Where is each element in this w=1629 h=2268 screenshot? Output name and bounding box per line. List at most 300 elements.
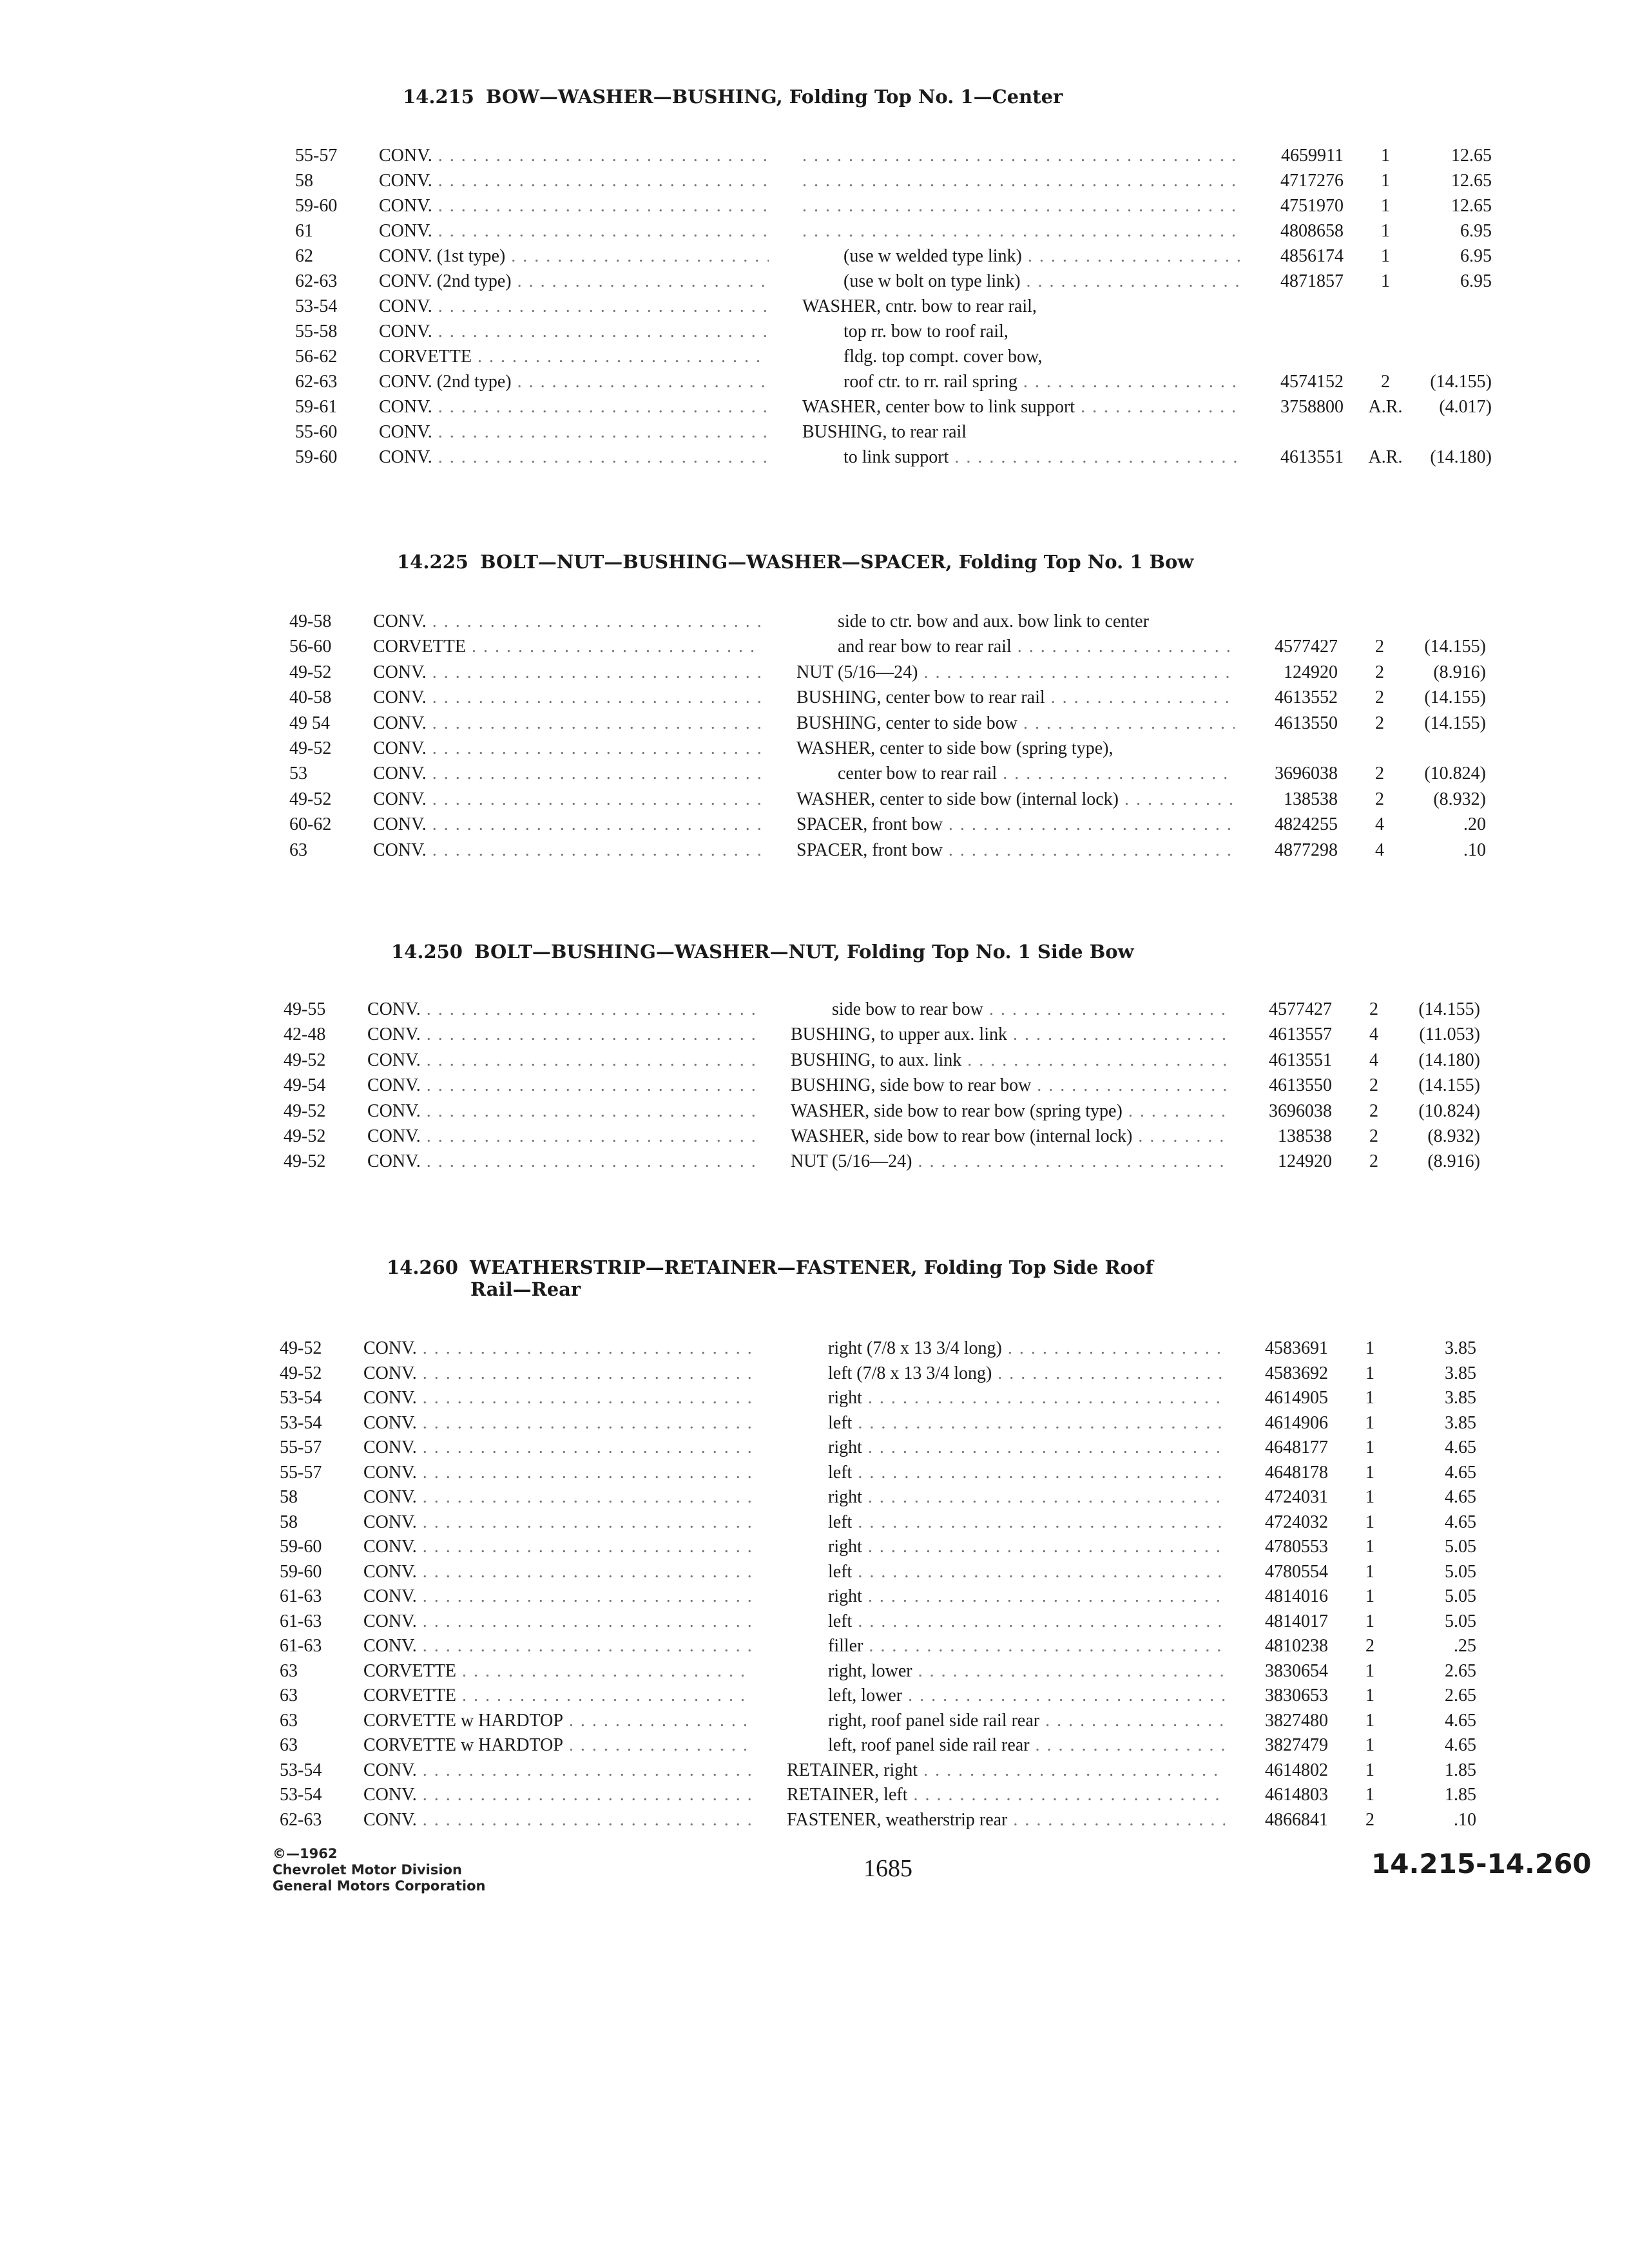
price: (11.053) <box>1419 1024 1480 1044</box>
quantity: 2 <box>1375 764 1384 783</box>
price: 1.85 <box>1445 1785 1476 1805</box>
quantity: 4 <box>1369 1024 1378 1044</box>
body-model: CONV. . . . <box>373 711 763 736</box>
part-row <box>0 1584 1629 1610</box>
model-years: 53-54 <box>280 1785 322 1805</box>
model-years: 53-54 <box>280 1760 322 1780</box>
quantity: 1 <box>1381 246 1390 266</box>
page-number: 1685 <box>863 1855 912 1882</box>
part-description: right . . . <box>828 1584 1225 1610</box>
part-number: 138538 <box>1284 789 1338 809</box>
model-years: 63 <box>280 1711 298 1731</box>
model-years: 61-63 <box>280 1586 322 1606</box>
part-description: FASTENER, weatherstrip rear . . . <box>787 1807 1225 1833</box>
part-number: 3830654 <box>1265 1661 1328 1681</box>
model-years: 62 <box>295 246 313 266</box>
part-description: NUT (5/16—24) . . . <box>791 1149 1229 1175</box>
part-description: left . . . <box>828 1609 1225 1635</box>
part-number: 4614906 <box>1265 1413 1328 1433</box>
price: (8.916) <box>1433 662 1486 682</box>
division: Chevrolet Motor Division <box>273 1862 462 1878</box>
price: 5.05 <box>1445 1562 1476 1582</box>
part-description: right, roof panel side rail rear . . . <box>828 1708 1225 1734</box>
section-title-text: WEATHERSTRIP—RETAINER—FASTENER, Folding Top Side Roof <box>470 1256 1153 1278</box>
part-row <box>0 1758 1629 1783</box>
part-row <box>0 369 1629 395</box>
quantity: 1 <box>1365 1388 1374 1408</box>
body-model: CONV. . . . <box>363 1807 753 1833</box>
quantity: 1 <box>1365 1661 1374 1681</box>
price: (14.155) <box>1424 713 1486 733</box>
part-row <box>0 1807 1629 1833</box>
part-description: WASHER, cntr. bow to rear rail, <box>802 296 1037 316</box>
part-row <box>0 1683 1629 1709</box>
model-years: 49-52 <box>289 738 332 758</box>
model-years: 49-52 <box>289 789 332 809</box>
part-number: 4613552 <box>1275 687 1338 707</box>
part-description: right . . . <box>828 1435 1225 1461</box>
model-years: 55-57 <box>295 146 338 166</box>
price: (4.017) <box>1439 397 1492 417</box>
price: 3.85 <box>1445 1338 1476 1358</box>
model-years: 58 <box>280 1487 298 1507</box>
body-model: CONV. . . . <box>379 294 769 320</box>
quantity: 2 <box>1365 1810 1374 1830</box>
price: 5.05 <box>1445 1586 1476 1606</box>
body-model: CONV. . . . <box>373 787 763 812</box>
price: (8.932) <box>1433 789 1486 809</box>
part-description: roof ctr. to rr. rail spring . . . <box>843 369 1240 395</box>
price: (14.155) <box>1418 999 1480 1019</box>
model-years: 49 54 <box>289 713 330 733</box>
quantity: 1 <box>1381 171 1390 191</box>
price: 4.65 <box>1445 1487 1476 1507</box>
price: 4.65 <box>1445 1711 1476 1731</box>
part-description: (use w welded type link) . . . <box>843 244 1240 269</box>
model-years: 61-63 <box>280 1611 322 1631</box>
model-years: 55-57 <box>280 1463 322 1483</box>
part-description: BUSHING, to rear rail <box>802 422 967 442</box>
model-years: 53-54 <box>280 1388 322 1408</box>
model-years: 55-58 <box>295 322 338 341</box>
body-model: CONV. (2nd type) . . . <box>379 369 769 395</box>
part-number: 4717276 <box>1280 171 1344 191</box>
part-row <box>0 711 1629 736</box>
part-row <box>0 609 1629 635</box>
part-number: 4648177 <box>1265 1437 1328 1457</box>
body-model: CORVETTE . . . <box>379 344 769 370</box>
part-description: to link support . . . <box>843 445 1240 470</box>
part-row <box>0 1658 1629 1684</box>
body-model: CONV. . . . <box>367 1099 757 1124</box>
part-row <box>0 1410 1629 1436</box>
part-row <box>0 736 1629 762</box>
model-years: 49-52 <box>284 1126 326 1146</box>
body-model: CONV. . . . <box>367 1022 757 1048</box>
price: .25 <box>1454 1636 1476 1656</box>
part-description: (use w bolt on type link) . . . <box>843 269 1240 294</box>
part-number: 3827480 <box>1265 1711 1328 1731</box>
quantity: 1 <box>1365 1437 1374 1457</box>
model-years: 56-62 <box>295 347 338 367</box>
body-model: CONV. . . . <box>367 997 757 1023</box>
section-number: 14.260 <box>387 1256 458 1278</box>
part-row <box>0 344 1629 370</box>
body-model: CORVETTE . . . <box>363 1683 753 1709</box>
price: 6.95 <box>1460 221 1492 241</box>
model-years: 63 <box>289 840 307 860</box>
price: 4.65 <box>1445 1437 1476 1457</box>
part-number: 4614803 <box>1265 1785 1328 1805</box>
part-description: side bow to rear bow . . . <box>832 997 1229 1023</box>
quantity: 2 <box>1369 1126 1378 1146</box>
part-number: 3827479 <box>1265 1735 1328 1755</box>
part-number: 3696038 <box>1275 764 1338 783</box>
price: .10 <box>1463 840 1486 860</box>
part-row <box>0 1124 1629 1149</box>
part-number: 4724031 <box>1265 1487 1328 1507</box>
body-model: CONV. . . . <box>367 1073 757 1099</box>
part-number: 4577427 <box>1275 637 1338 657</box>
quantity: 2 <box>1375 637 1384 657</box>
part-row <box>0 319 1629 345</box>
price: 4.65 <box>1445 1463 1476 1483</box>
price: (10.824) <box>1424 764 1486 783</box>
body-model: CONV. . . . <box>363 1410 753 1436</box>
body-model: CONV. . . . <box>373 761 763 787</box>
section-title <box>403 86 1063 108</box>
part-number: 4648178 <box>1265 1463 1328 1483</box>
part-row <box>0 787 1629 812</box>
part-row <box>0 143 1629 169</box>
quantity: 4 <box>1369 1050 1378 1070</box>
quantity: 2 <box>1369 1075 1378 1095</box>
part-row <box>0 445 1629 470</box>
quantity: 2 <box>1375 713 1384 733</box>
price: 1.85 <box>1445 1760 1476 1780</box>
quantity: 4 <box>1375 840 1384 860</box>
price: (14.180) <box>1418 1050 1480 1070</box>
part-description: center bow to rear rail . . . <box>838 761 1235 787</box>
part-description: left . . . <box>828 1460 1225 1486</box>
model-years: 58 <box>295 171 313 191</box>
part-row <box>0 634 1629 660</box>
quantity: A.R. <box>1368 397 1403 417</box>
part-row <box>0 1559 1629 1585</box>
price: 12.65 <box>1451 171 1492 191</box>
body-model: CONV. . . . <box>363 1609 753 1635</box>
part-row <box>0 812 1629 838</box>
part-row <box>0 685 1629 711</box>
model-years: 49-55 <box>284 999 326 1019</box>
body-model: CONV. . . . <box>363 1758 753 1783</box>
model-years: 56-60 <box>289 637 332 657</box>
publisher-block <box>273 1846 485 1894</box>
quantity: 1 <box>1381 146 1390 166</box>
part-row <box>0 1733 1629 1758</box>
price: 3.85 <box>1445 1363 1476 1383</box>
part-description: WASHER, side bow to rear bow (spring type) . . . <box>791 1099 1229 1124</box>
part-row <box>0 1609 1629 1635</box>
model-years: 49-52 <box>280 1338 322 1358</box>
part-number: 3696038 <box>1269 1101 1332 1121</box>
quantity: 1 <box>1365 1338 1374 1358</box>
quantity: 2 <box>1375 687 1384 707</box>
model-years: 53-54 <box>295 296 338 316</box>
copyright: ©—1962 <box>273 1846 338 1861</box>
part-description: right . . . <box>828 1385 1225 1411</box>
price: (8.916) <box>1427 1151 1480 1171</box>
part-row <box>0 660 1629 686</box>
part-row <box>0 294 1629 320</box>
body-model: CONV. . . . <box>363 1361 753 1387</box>
part-number: 4866841 <box>1265 1810 1328 1830</box>
quantity: 1 <box>1365 1413 1374 1433</box>
quantity: 1 <box>1365 1760 1374 1780</box>
body-model: CONV. . . . <box>367 1048 757 1073</box>
section-number: 14.225 <box>397 551 468 573</box>
part-number: 4724032 <box>1265 1512 1328 1532</box>
section-title <box>391 941 1134 963</box>
section-title-line <box>387 1278 1153 1300</box>
part-row <box>0 1149 1629 1175</box>
part-number: 124920 <box>1284 662 1338 682</box>
model-years: 61 <box>295 221 313 241</box>
body-model: CONV. . . . <box>373 838 763 863</box>
part-number: 138538 <box>1278 1126 1332 1146</box>
model-years: 49-54 <box>284 1075 326 1095</box>
part-row <box>0 419 1629 445</box>
section-title-line <box>397 551 1193 573</box>
model-years: 59-61 <box>295 397 338 417</box>
model-years: 59-60 <box>295 196 338 216</box>
quantity: 1 <box>1365 1463 1374 1483</box>
part-description: left . . . <box>828 1559 1225 1585</box>
part-row <box>0 1361 1629 1387</box>
part-description <box>802 193 1240 219</box>
quantity: 1 <box>1365 1487 1374 1507</box>
part-description: left (7/8 x 13 3/4 long) . . . <box>828 1361 1225 1387</box>
quantity: 1 <box>1381 196 1390 216</box>
body-model: CONV. . . . <box>363 1584 753 1610</box>
model-years: 59-60 <box>280 1562 322 1582</box>
part-description: filler . . . <box>828 1633 1225 1659</box>
part-description: BUSHING, side bow to rear bow . . . <box>791 1073 1229 1099</box>
model-years: 63 <box>280 1735 298 1755</box>
body-model: CONV. . . . <box>363 1510 753 1535</box>
quantity: 2 <box>1381 372 1390 392</box>
body-model: CONV. (2nd type) . . . <box>379 269 769 294</box>
price: 4.65 <box>1445 1735 1476 1755</box>
part-row <box>0 1485 1629 1510</box>
quantity: 1 <box>1365 1735 1374 1755</box>
quantity: 2 <box>1375 662 1384 682</box>
part-row <box>0 1633 1629 1659</box>
body-model: CONV. . . . <box>379 419 769 445</box>
part-number: 4780554 <box>1265 1562 1328 1582</box>
section-title-line <box>387 1256 1153 1278</box>
part-row <box>0 1510 1629 1535</box>
model-years: 49-52 <box>284 1151 326 1171</box>
model-years: 55-57 <box>280 1437 322 1457</box>
part-description: NUT (5/16—24) . . . <box>796 660 1235 686</box>
part-number: 4613551 <box>1280 447 1344 467</box>
quantity: 1 <box>1381 221 1390 241</box>
part-row <box>0 168 1629 194</box>
part-number: 4613550 <box>1275 713 1338 733</box>
body-model: CONV. . . . <box>379 143 769 169</box>
part-description: right (7/8 x 13 3/4 long) . . . <box>828 1336 1225 1361</box>
body-model: CONV. . . . <box>379 193 769 219</box>
part-description: right . . . <box>828 1534 1225 1560</box>
body-model: CONV. . . . <box>367 1124 757 1149</box>
body-model: CONV. . . . <box>379 168 769 194</box>
quantity: 1 <box>1365 1586 1374 1606</box>
body-model: CONV. . . . <box>373 609 763 635</box>
quantity: 1 <box>1365 1785 1374 1805</box>
price: 3.85 <box>1445 1388 1476 1408</box>
body-model: CONV. . . . <box>373 685 763 711</box>
model-years: 49-58 <box>289 611 332 631</box>
part-description: SPACER, front bow . . . <box>796 812 1235 838</box>
body-model: CONV. . . . <box>379 445 769 470</box>
page-range: 14.215-14.260 <box>1371 1848 1592 1879</box>
quantity: 1 <box>1381 271 1390 291</box>
part-number: 4583692 <box>1265 1363 1328 1383</box>
section-title-text: BOLT—NUT—BUSHING—WASHER—SPACER, Folding Top No. 1 Bow <box>480 551 1194 573</box>
body-model: CONV. . . . <box>379 218 769 244</box>
part-number: 4577427 <box>1269 999 1332 1019</box>
body-model: CONV. . . . <box>373 660 763 686</box>
part-description: left, roof panel side rail rear . . . <box>828 1733 1225 1758</box>
part-number: 4877298 <box>1275 840 1338 860</box>
model-years: 58 <box>280 1512 298 1532</box>
part-description: SPACER, front bow . . . <box>796 838 1235 863</box>
model-years: 62-63 <box>295 372 338 392</box>
price: .20 <box>1463 814 1486 834</box>
body-model: CONV. . . . <box>373 812 763 838</box>
part-number: 3758800 <box>1280 397 1344 417</box>
model-years: 49-52 <box>280 1363 322 1383</box>
quantity: 2 <box>1369 1151 1378 1171</box>
part-description: left . . . <box>828 1410 1225 1436</box>
part-description: left, lower . . . <box>828 1683 1225 1709</box>
part-number: 4614802 <box>1265 1760 1328 1780</box>
part-number: 4583691 <box>1265 1338 1328 1358</box>
part-description: side to ctr. bow and aux. bow link to center <box>838 611 1149 631</box>
price: 6.95 <box>1460 271 1492 291</box>
body-model: CONV. . . . <box>379 394 769 420</box>
section-number: 14.250 <box>391 941 463 963</box>
section-title-text: BOLT—BUSHING—WASHER—NUT, Folding Top No. 1 Side Bow <box>474 941 1134 963</box>
quantity: 1 <box>1365 1611 1374 1631</box>
corporation: General Motors Corporation <box>273 1878 486 1894</box>
part-number: 4871857 <box>1280 271 1344 291</box>
part-number: 3830653 <box>1265 1686 1328 1706</box>
body-model: CONV. . . . <box>367 1149 757 1175</box>
part-description: BUSHING, center bow to rear rail . . . <box>796 685 1235 711</box>
model-years: 49-52 <box>284 1050 326 1070</box>
section-title-text: Rail—Rear <box>470 1278 581 1300</box>
part-row <box>0 1435 1629 1461</box>
price: 5.05 <box>1445 1537 1476 1557</box>
part-description <box>802 143 1240 169</box>
body-model: CONV. . . . <box>363 1559 753 1585</box>
part-description: fldg. top compt. cover bow, <box>843 347 1043 367</box>
quantity: 2 <box>1365 1636 1374 1656</box>
part-description: and rear bow to rear rail . . . <box>838 634 1235 660</box>
body-model: CONV. . . . <box>363 1534 753 1560</box>
part-description: BUSHING, to aux. link . . . <box>791 1048 1229 1073</box>
part-number: 4810238 <box>1265 1636 1328 1656</box>
quantity: 1 <box>1365 1537 1374 1557</box>
quantity: 2 <box>1369 999 1378 1019</box>
body-model: CONV. . . . <box>363 1633 753 1659</box>
section-title <box>397 551 1193 573</box>
body-model: CONV. (1st type) . . . <box>379 244 769 269</box>
section-title-line <box>403 86 1063 108</box>
part-number: 4780553 <box>1265 1537 1328 1557</box>
section-title <box>387 1256 1153 1300</box>
body-model: CORVETTE . . . <box>363 1658 753 1684</box>
part-row <box>0 838 1629 863</box>
part-row <box>0 193 1629 219</box>
part-row <box>0 1534 1629 1560</box>
part-number: 4814017 <box>1265 1611 1328 1631</box>
price: (14.155) <box>1418 1075 1480 1095</box>
body-model: CONV. . . . <box>363 1385 753 1411</box>
price: (8.932) <box>1427 1126 1480 1146</box>
model-years: 49-52 <box>284 1101 326 1121</box>
body-model: CONV. . . . <box>379 319 769 345</box>
price: 2.65 <box>1445 1661 1476 1681</box>
part-description: right, lower . . . <box>828 1658 1225 1684</box>
price: 6.95 <box>1460 246 1492 266</box>
part-row <box>0 244 1629 269</box>
part-row <box>0 218 1629 244</box>
quantity: 2 <box>1375 789 1384 809</box>
price: 12.65 <box>1451 146 1492 166</box>
section-number: 14.215 <box>403 86 474 108</box>
part-number: 4574152 <box>1280 372 1344 392</box>
part-number: 4659911 <box>1281 146 1344 166</box>
part-row <box>0 1460 1629 1486</box>
part-description: BUSHING, to upper aux. link . . . <box>791 1022 1229 1048</box>
model-years: 53-54 <box>280 1413 322 1433</box>
quantity: 1 <box>1365 1562 1374 1582</box>
part-row <box>0 1048 1629 1073</box>
model-years: 53 <box>289 764 307 783</box>
body-model: CORVETTE w HARDTOP . . . <box>363 1733 753 1758</box>
part-row <box>0 1708 1629 1734</box>
price: (14.155) <box>1424 687 1486 707</box>
price: 5.05 <box>1445 1611 1476 1631</box>
body-model: CONV. . . . <box>373 736 763 762</box>
body-model: CONV. . . . <box>363 1435 753 1461</box>
part-row <box>0 1099 1629 1124</box>
part-description: BUSHING, center to side bow . . . <box>796 711 1235 736</box>
quantity: 1 <box>1365 1512 1374 1532</box>
part-description: WASHER, center bow to link support . . . <box>802 394 1240 420</box>
part-number: 124920 <box>1278 1151 1332 1171</box>
price: (14.155) <box>1424 637 1486 657</box>
quantity: 2 <box>1369 1101 1378 1121</box>
section-title-line <box>391 941 1134 963</box>
quantity: 1 <box>1365 1363 1374 1383</box>
model-years: 40-58 <box>289 687 332 707</box>
body-model: CONV. . . . <box>363 1336 753 1361</box>
part-number: 4614905 <box>1265 1388 1328 1408</box>
